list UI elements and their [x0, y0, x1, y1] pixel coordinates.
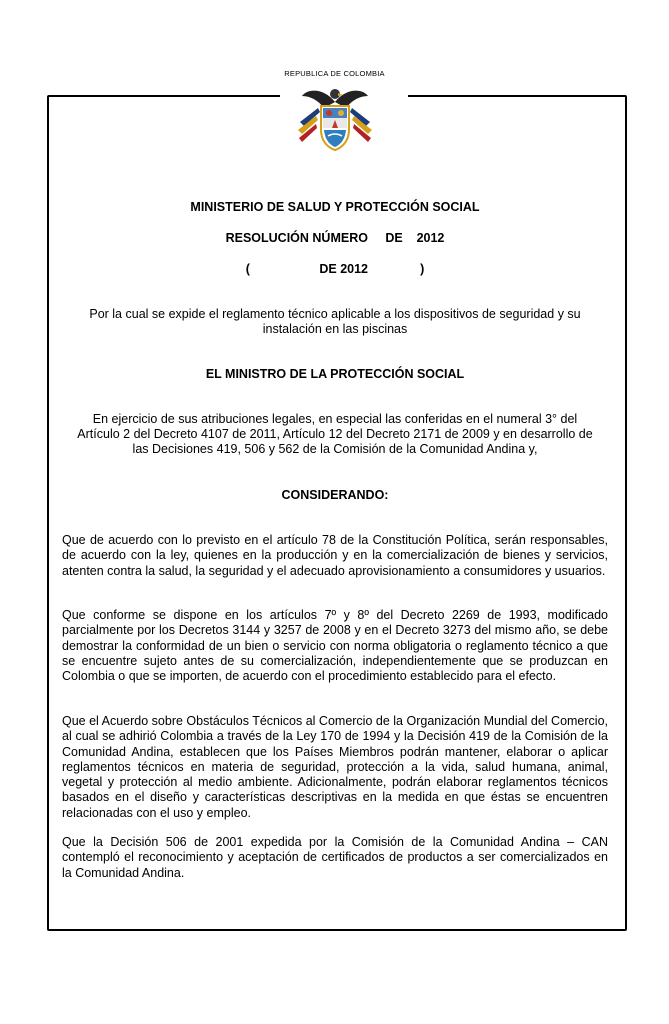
paragraph-1: Que de acuerdo con lo previsto en el artículo 78 de la Constitución Política, serán responsables, de acuerdo con la ley, quienes en la producción y en la comercialización de bienes y servicios, atenten contra la salud, la seguridad y el adecuado aprovisionamiento a consumidores y usuarios. — [62, 533, 608, 578]
subject-line-1: Por la cual se expide el reglamento técnico aplicable a los dispositivos de seguridad y su — [89, 307, 581, 321]
republic-header: REPUBLICA DE COLOMBIA — [284, 69, 385, 78]
minister-heading: EL MINISTRO DE LA PROTECCIÓN SOCIAL — [205, 367, 465, 381]
paragraph-2: Que conforme se dispone en los artículos 7º y 8º del Decreto 2269 de 1993, modificado parcialmente por los Decretos 3144 y 3257 de 2008 y en el Decreto 3273 del mismo año, se debe demostrar la conformidad de un bien o servicio con norma obligatoria o reglamento técnico a que se encuentre sujeto antes de su comercialización, independientemente que se produzcan en Colombia o que se importen, de acuerdo con el procedimiento establecido para el efecto. — [62, 608, 608, 684]
ministry-title: MINISTERIO DE SALUD Y PROTECCIÓN SOCIAL — [190, 200, 480, 214]
powers-line-1: En ejercicio de sus atribuciones legales, en especial las conferidas en el numeral 3° del — [92, 412, 578, 426]
colombia-coat-of-arms-icon — [294, 82, 376, 154]
powers-line-3: las Decisiones 419, 506 y 562 de la Comisión de la Comunidad Andina y, — [132, 442, 538, 456]
resolution-date: ( DE 2012 ) — [245, 262, 425, 276]
paragraph-3: Que el Acuerdo sobre Obstáculos Técnicos al Comercio de la Organización Mundial del Comercio, al cual se adhirió Colombia a través de la Ley 170 de 1994 y la Decisión 419 de la Comisión de la Comunidad Andina, establecen que los Países Miembros podrán mantener, elaborar o aplicar reglamentos técnicos en materia de seguridad, protección a la vida, salud humana, animal, vegetal y protección al medio ambiente. Adicionalmente, podrán elaborar reglamentos técnicos basados en el diseño y características descriptivas en la medida en que éstas se encuentren relacionadas con el uso y empleo. — [62, 714, 608, 820]
resolution-number: RESOLUCIÓN NÚMERO DE 2012 — [225, 231, 445, 245]
considerando-heading: CONSIDERANDO: — [281, 488, 389, 502]
powers-line-2: Artículo 2 del Decreto 4107 de 2011, Artículo 12 del Decreto 2171 de 2009 y en desarrollo de — [77, 427, 593, 441]
subject-line-2: instalación en las piscinas — [262, 322, 408, 336]
paragraph-4: Que la Decisión 506 de 2001 expedida por la Comisión de la Comunidad Andina – CAN contempló el reconocimiento y aceptación de certificados de productos a ser comercializados en la Comunidad Andina. — [62, 835, 608, 880]
